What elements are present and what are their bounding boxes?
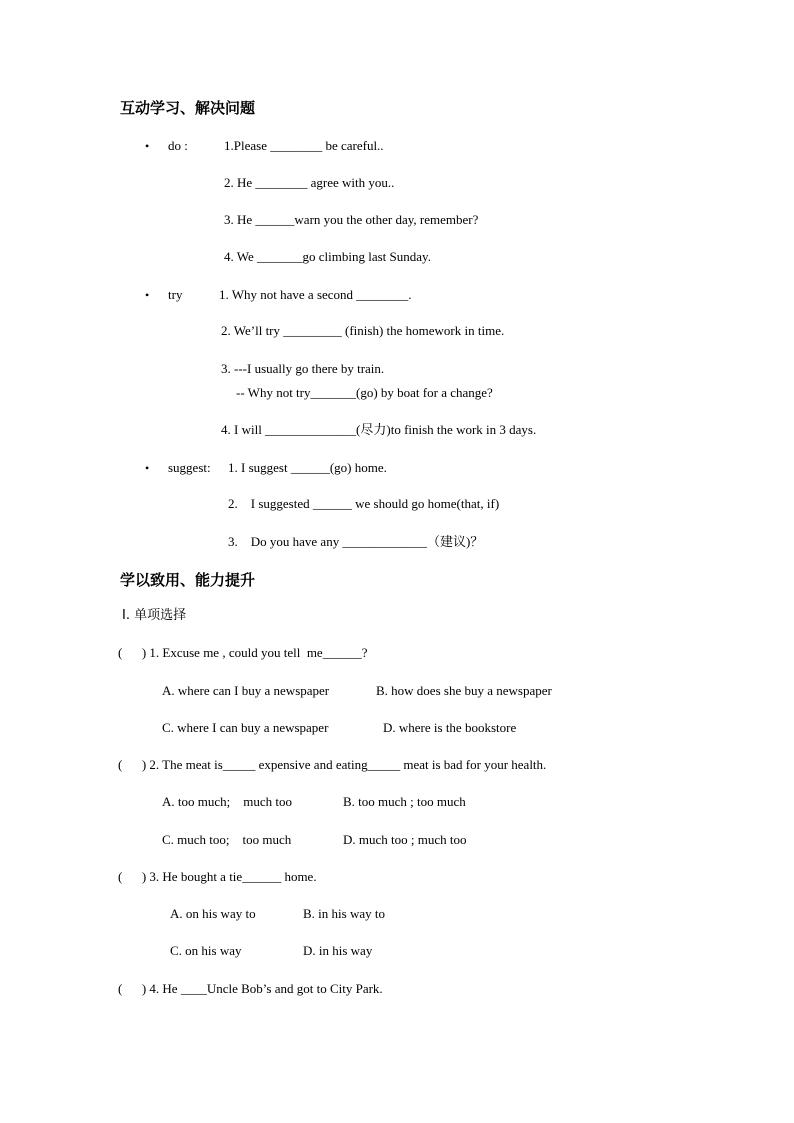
question-2-option-c: C. much too; too much [162,832,292,847]
bullet-try: • [145,288,150,302]
suggest-item-3: 3. Do you have any _____________（建议)？ [228,534,484,549]
try-item-2: 2. We’ll try _________ (finish) the homework in time. [221,323,505,338]
question-3-option-a: A. on his way to [170,906,256,921]
question-2-option-d: D. much too ; much too [343,832,467,847]
section-heading-interactive-learning: 互动学习、解决问题 [120,99,256,117]
try-item-1: 1. Why not have a second ________. [219,287,412,302]
question-2-option-b: B. too much ; too much [343,794,466,809]
question-1-option-a: A. where can I buy a newspaper [162,683,330,698]
do-item-1: 1.Please ________ be careful.. [224,138,384,153]
bullet-suggest: • [145,461,150,475]
question-1-option-b: B. how does she buy a newspaper [376,683,552,698]
question-4-stem: ( ) 4. He ____Uncle Bob’s and got to City Park. [118,981,383,996]
suggest-item-1: 1. I suggest ______(go) home. [228,460,387,475]
question-3-option-c: C. on his way [170,943,242,958]
do-item-4: 4. We _______go climbing last Sunday. [224,249,431,264]
question-3-option-b: B. in his way to [303,906,385,921]
try-item-4: 4. I will ______________(尽力)to finish the work in 3 days. [221,422,537,437]
bullet-do: • [145,139,150,153]
question-3-option-d: D. in his way [303,943,373,958]
question-1-stem: ( ) 1. Excuse me , could you tell me______? [118,645,368,660]
suggest-item-2: 2. I suggested ______ we should go home(that, if) [228,496,500,511]
question-3-stem: ( ) 3. He bought a tie______ home. [118,869,317,884]
do-item-2: 2. He ________ agree with you.. [224,175,395,190]
try-item-3: 3. ---I usually go there by train. [221,361,385,376]
question-1-option-c: C. where I can buy a newspaper [162,720,329,735]
keyword-try: try [168,287,183,302]
question-2-stem: ( ) 2. The meat is_____ expensive and eating_____ meat is bad for your health. [118,757,547,772]
question-2-option-a: A. too much; much too [162,794,292,809]
try-item-3-response: -- Why not try_______(go) by boat for a change? [236,385,493,400]
section-heading-apply-learning: 学以致用、能力提升 [120,571,256,589]
keyword-suggest: suggest: [168,460,211,475]
keyword-do: do : [168,138,188,153]
part-title-single-choice: Ⅰ. 单项选择 [122,608,187,623]
do-item-3: 3. He ______warn you the other day, remember? [224,212,479,227]
question-1-option-d: D. where is the bookstore [383,720,517,735]
